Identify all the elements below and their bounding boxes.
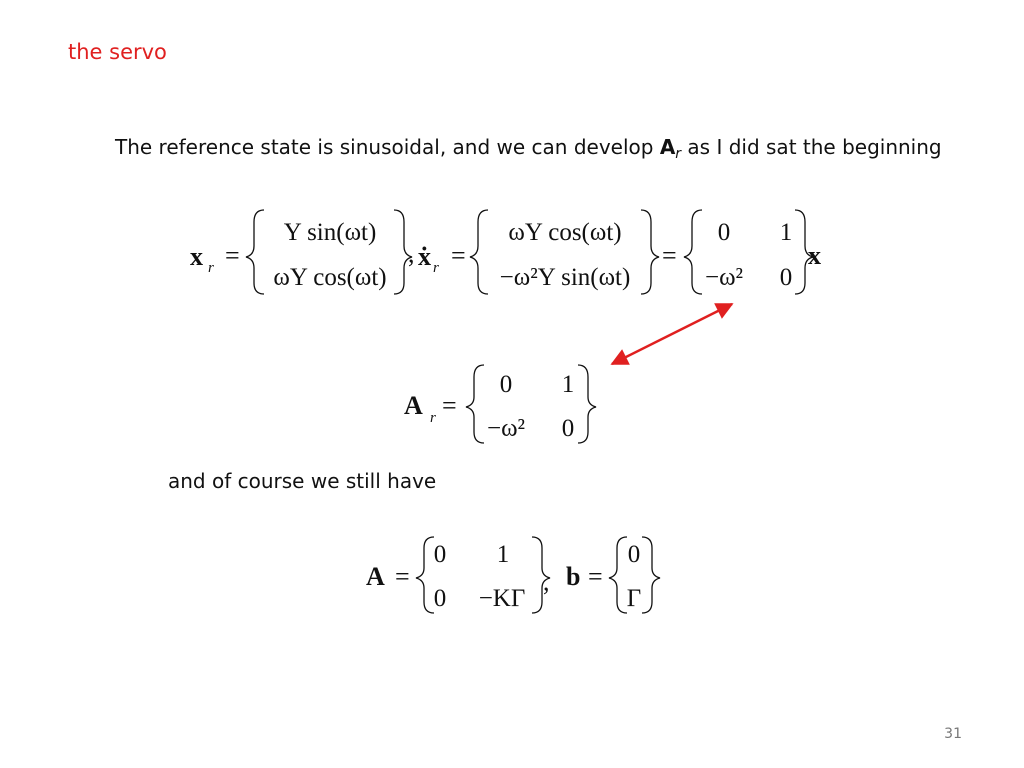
eq1-lhs1-sub: r bbox=[208, 260, 214, 276]
equation-1 bbox=[190, 210, 821, 294]
eq3-A-12: 1 bbox=[496, 541, 510, 568]
intro-subscript: r bbox=[675, 146, 682, 162]
eq1-matrix-21: −ω² bbox=[704, 264, 744, 291]
eq1-rhs: x bbox=[808, 241, 821, 270]
slide-title: the servo bbox=[68, 40, 167, 64]
eq1-vec1-left-brace bbox=[246, 210, 264, 294]
eq2-lhs-sub: r bbox=[430, 410, 436, 426]
eq3-b-1: 0 bbox=[627, 541, 641, 568]
eq2-lhs: A bbox=[404, 391, 423, 420]
intro-bold-symbol: A bbox=[659, 135, 676, 159]
eq1-matrix-left-brace bbox=[684, 210, 702, 294]
eq1-lhs1: x bbox=[190, 242, 203, 271]
equation-3 bbox=[366, 537, 660, 613]
equation-2 bbox=[404, 365, 596, 443]
eq1-equals-3: = bbox=[662, 241, 677, 270]
eq3-A-left-brace bbox=[416, 537, 434, 613]
eq3-A-21: 0 bbox=[433, 585, 447, 612]
eq2-matrix-12: 1 bbox=[561, 371, 575, 398]
eq2-matrix-right-brace bbox=[578, 365, 596, 443]
eq1-comma: , bbox=[408, 239, 415, 268]
eq1-vec2-left-brace bbox=[470, 210, 488, 294]
eq3-b-left-brace bbox=[609, 537, 627, 613]
eq1-lhs2: ẋ bbox=[418, 242, 431, 271]
eq1-matrix-11: 0 bbox=[717, 219, 731, 246]
eq2-matrix-11: 0 bbox=[499, 371, 513, 398]
eq3-lhs-A: A bbox=[366, 562, 385, 591]
intro-suffix: as I did sat the beginning bbox=[681, 135, 942, 159]
eq1-vec1-row2: ωY cos(ωt) bbox=[273, 264, 387, 291]
eq1-equals-1: = bbox=[225, 241, 240, 270]
eq3-A-22: −KΓ bbox=[478, 585, 526, 612]
eq1-vec2-row2: −ω²Y sin(ωt) bbox=[499, 264, 631, 291]
eq1-matrix-12: 1 bbox=[779, 219, 793, 246]
course-text: and of course we still have bbox=[168, 469, 437, 493]
eq1-lhs2-sub: r bbox=[433, 260, 439, 276]
eq3-equals-1: = bbox=[395, 562, 410, 591]
eq1-vec1-row1: Y sin(ωt) bbox=[283, 219, 377, 246]
eq3-lhs-b: b bbox=[566, 562, 581, 591]
intro-prefix: The reference state is sinusoidal, and we can develop bbox=[115, 135, 660, 159]
eq1-vec2-right-brace bbox=[641, 210, 659, 294]
eq1-matrix-22: 0 bbox=[779, 264, 793, 291]
double-arrow-icon bbox=[612, 304, 732, 364]
eq3-comma: , bbox=[543, 567, 550, 596]
eq1-vec2-row1: ωY cos(ωt) bbox=[508, 219, 622, 246]
eq3-A-11: 0 bbox=[433, 541, 447, 568]
eq2-matrix-left-brace bbox=[466, 365, 484, 443]
eq3-b-2: Γ bbox=[626, 585, 642, 612]
eq2-matrix-22: 0 bbox=[561, 415, 575, 442]
eq3-b-right-brace bbox=[642, 537, 660, 613]
eq3-equals-2: = bbox=[588, 562, 603, 591]
page-number: 31 bbox=[944, 726, 962, 742]
eq2-equals: = bbox=[442, 391, 457, 420]
eq1-equals-2: = bbox=[451, 241, 466, 270]
eq2-matrix-21: −ω² bbox=[486, 415, 526, 442]
